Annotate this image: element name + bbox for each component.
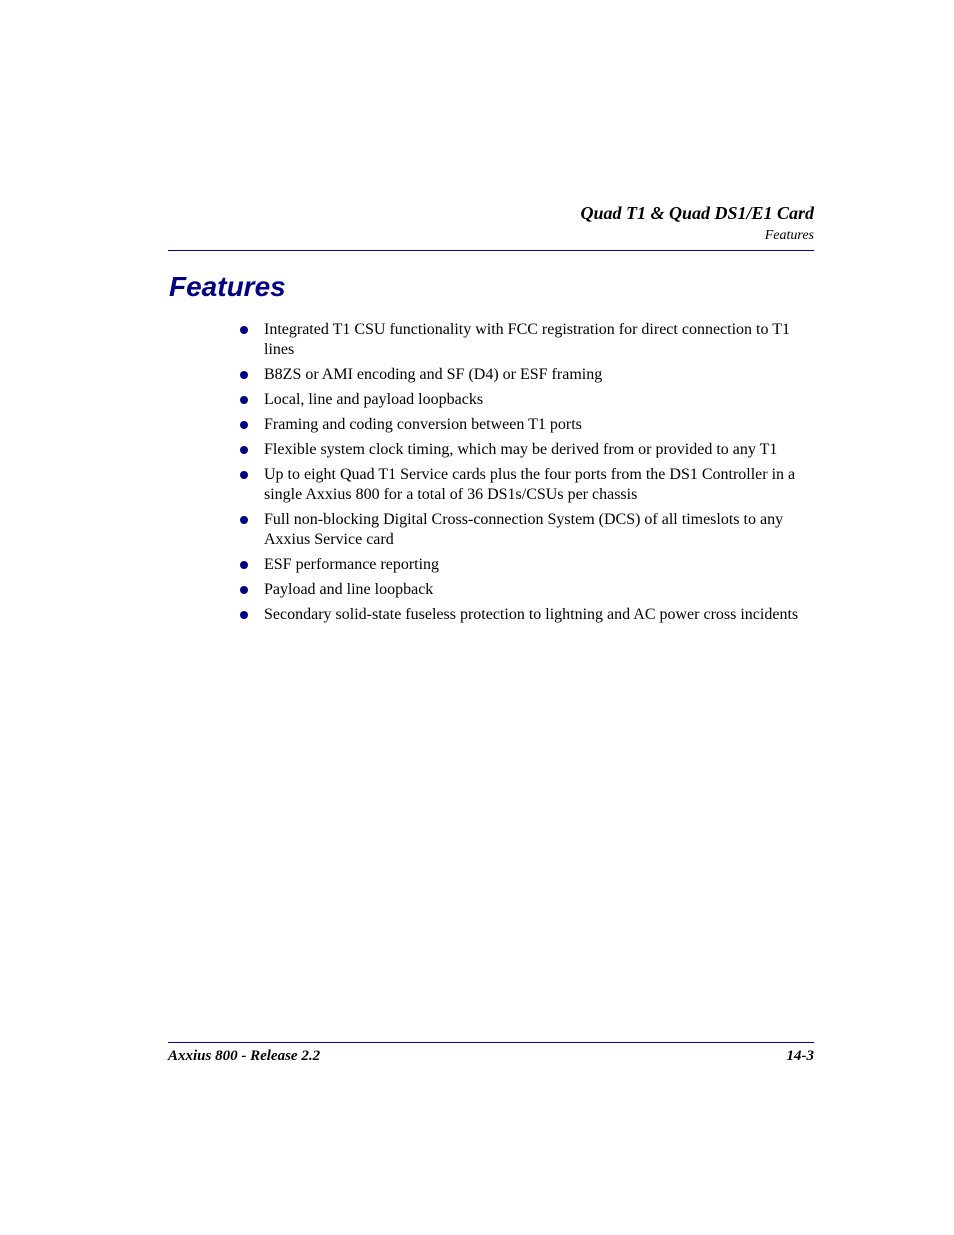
feature-list-item [240,465,818,505]
feature-list-item [240,320,818,360]
feature-text: ESF performance reporting [264,556,440,573]
footer-page-number: 14-3 [786,1048,814,1064]
feature-list-item [240,605,818,625]
feature-list-item [240,510,818,550]
running-header-title: Quad T1 & Quad DS1/E1 Card [580,203,814,223]
feature-list-item [240,580,818,600]
footer-product-release: Axxius 800 - Release 2.2 [168,1048,321,1064]
feature-text: Local, line and payload loopbacks [264,391,484,408]
bullet-dot-icon [240,326,248,334]
bullet-dot-icon [240,371,248,379]
feature-text: B8ZS or AMI encoding and SF (D4) or ESF framing [264,366,603,383]
bullet-dot-icon [240,471,248,479]
feature-list-item [240,440,818,460]
feature-text: Flexible system clock timing, which may be derived from or provided to any T1 [264,441,778,458]
bullet-dot-icon [240,516,248,524]
feature-list-item [240,390,818,410]
feature-list-item [240,365,818,385]
feature-text: Full non-blocking Digital Cross-connection System (DCS) of all timeslots to any Axxius Service card [264,511,784,548]
feature-list-item [240,415,818,435]
section-heading: Features [169,271,286,302]
footer-rule [168,1042,814,1043]
feature-text: Integrated T1 CSU functionality with FCC registration for direct connection to T1 lines [264,321,790,358]
feature-text: Framing and coding conversion between T1 ports [264,416,582,433]
feature-list [240,320,818,630]
feature-text: Secondary solid-state fuseless protection to lightning and AC power cross incidents [264,606,799,623]
bullet-dot-icon [240,586,248,594]
bullet-dot-icon [240,396,248,404]
feature-text: Payload and line loopback [264,581,434,598]
header-rule [168,250,814,251]
feature-text: Up to eight Quad T1 Service cards plus the four ports from the DS1 Controller in a single Axxius 800 for a total of 36 DS1s/CSUs per chassis [264,466,796,503]
bullet-dot-icon [240,611,248,619]
running-header-section: Features [764,228,814,243]
bullet-dot-icon [240,446,248,454]
bullet-dot-icon [240,421,248,429]
feature-list-item [240,555,818,575]
bullet-dot-icon [240,561,248,569]
